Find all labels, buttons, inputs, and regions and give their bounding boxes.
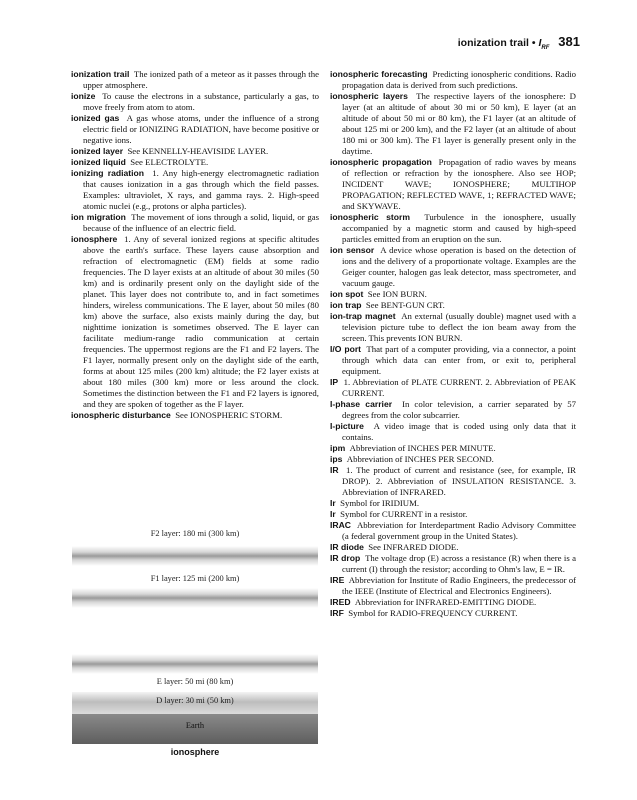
d-label: D layer: 30 mi (50 km)	[156, 696, 234, 705]
entry: ionization trail The ionized path of a meteor as it passes through the upper atmosphere.	[71, 69, 320, 90]
entry: ion trap See BENT-GUN CRT.	[330, 300, 445, 310]
entry: ionospheric disturbance See IONOSPHERIC STORM.	[71, 410, 283, 420]
figure-caption: ionosphere	[170, 747, 220, 757]
entry: ionize To cause the electrons in a substance, particularly a gas, to move freely from atom to atom.	[71, 91, 319, 112]
entry: ionospheric storm Turbulence in the ionosphere, usually accompanied by a magnetic storm and caused by high-speed particles emitted from an eruption on the sun.	[330, 212, 577, 244]
entry: ips Abbreviation of INCHES PER SECOND.	[330, 454, 494, 464]
entry: IR 1. The product of current and resistance (see, for example, IR DROP). 2. Abbreviation of INSULATION RESISTANCE. 3. Abbreviation of INFRARED.	[330, 465, 577, 497]
entry: Ir Symbol for IRIDIUM.	[330, 498, 420, 508]
entry: IRED Abbreviation for INFRARED-EMITTING DIODE.	[330, 597, 537, 607]
entry: IRE Abbreviation for Institute of Radio Engineers, the predecessor of the IEEE (Institute of Electrical and Electronics Engineers).	[330, 575, 576, 596]
f2-label: F2 layer: 180 mi (300 km)	[150, 529, 240, 538]
f2-band	[72, 546, 318, 566]
entry: I-picture A video image that is coded using only data that it contains.	[330, 421, 577, 442]
earth-block	[72, 714, 318, 744]
entry: ion sensor A device whose operation is based on the detection of ions and the delivery of a proportionate voltage. Examples are the Geiger counter, halogen gas leak detector, mass spectrometer, and vacuum gauge.	[330, 245, 576, 288]
page-number: 381	[558, 34, 580, 49]
ionosphere-figure	[72, 524, 318, 745]
entry: ion migration The movement of ions through a solid, liquid, or gas because of the influence of an electric field.	[71, 212, 319, 233]
entry: ionospheric propagation Propagation of radio waves by means of reflection or refraction by the ionosphere. Also see HOP; INCIDENT WAVE; IONOSPHERE; MULTIHOP PROPAGATION; REFLECTED WAVE, 1; REFRACTED WAVE; and SKYWAVE.	[330, 157, 576, 211]
entry: IRAC Abbreviation for Interdepartment Radio Advisory Committee (a federal government group in the United States).	[330, 520, 577, 541]
entry: IR diode See INFRARED DIODE.	[330, 542, 459, 552]
entry: IP 1. Abbreviation of PLATE CURRENT. 2. Abbreviation of PEAK CURRENT.	[330, 377, 577, 398]
f1-band	[72, 588, 318, 608]
right-column	[330, 69, 576, 619]
entry: Ir Symbol for CURRENT in a resistor.	[330, 509, 468, 519]
e-label: E layer: 50 mi (80 km)	[156, 677, 234, 686]
entry: ionizing radiation 1. Any high-energy electromagnetic radiation that causes ionization in a gas through which the field passes. Examples: ultraviolet, X rays, and gamma rays. 2. High-speed atomic nuclei (e.g., protons or alpha particles).	[71, 168, 319, 211]
entry: ionosphere 1. Any of several ionized regions at specific altitudes above the earth's surface. These layers cause absorption and refraction of electromagnetic (EM) fields at some radio frequencies. The D layer exists at an altitude of about 30 miles (50 km) and is ordinarily present only on the daylight side of the planet. This layer does not contribute to, and in fact sometimes hinders, wireless communications. The E layer, about 50 miles (80 km) above the surface, also exists mainly during the day, but nighttime ionization is sometimes observed. The E layer can facilitate medium-range radio communication at certain frequencies. The uppermost regions are the F1 and F2 layers. The F1 layer, normally present only on the daylight side of the earth, forms at about 125 miles (200 km) altitude; the F2 layer exists at about 180 miles (300 km) more or less around the clock. Sometimes the distinction between the F1 and F2 layers is ignored, and they are spoken of together as the F layer.	[71, 234, 320, 409]
entry: ion-trap magnet An external (usually double) magnet used with a television picture tube to deflect the ion beam away from the screen. This prevents ION BURN.	[330, 311, 577, 343]
entry: ionized liquid See ELECTROLYTE.	[71, 157, 209, 167]
e-band	[72, 654, 318, 674]
left-column	[71, 69, 319, 421]
entry: ipm Abbreviation of INCHES PER MINUTE.	[330, 443, 496, 453]
running-header: ionization trail • $I_{RF}$ 381	[457, 34, 580, 52]
entry: I-phase carrier In color television, a carrier separated by 57 degrees from the color subcarrier.	[330, 399, 577, 420]
entry: IR drop The voltage drop (E) across a resistance (R) when there is a current (I) through the resistor; according to Ohm's law, E = IR.	[330, 553, 576, 574]
entry: IRF Symbol for RADIO-FREQUENCY CURRENT.	[330, 608, 518, 618]
entry: ionospheric forecasting Predicting ionospheric conditions. Radio propagation data is derived from such predictions.	[330, 69, 576, 90]
entry: ion spot See ION BURN.	[330, 289, 427, 299]
entry: ionized layer See KENNELLY-HEAVISIDE LAYER.	[71, 146, 269, 156]
entry: ionospheric layers The respective layers of the ionosphere: D layer (at an altitude of about 30 mi or 50 km), E layer (at an altitude of about 50 mi or 80 km), the F1 layer (at an altitude of about 125 mi or 200 km), and the F2 layer (at an altitude of about 180 mi or 300 km). The F1 layer is generally present only in the daytime.	[330, 91, 576, 156]
f1-label: F1 layer: 125 mi (200 km)	[150, 574, 240, 583]
entry: ionized gas A gas whose atoms, under the influence of a strong electric field or IONIZING RADIATION, have become positive or negative ions.	[71, 113, 319, 145]
header-text: ionization trail •	[457, 37, 539, 49]
entry: I/O port That part of a computer providing, via a connector, a point through which data can enter from, or exit to, peripheral equipment.	[330, 344, 576, 376]
earth-label: Earth	[185, 721, 205, 730]
